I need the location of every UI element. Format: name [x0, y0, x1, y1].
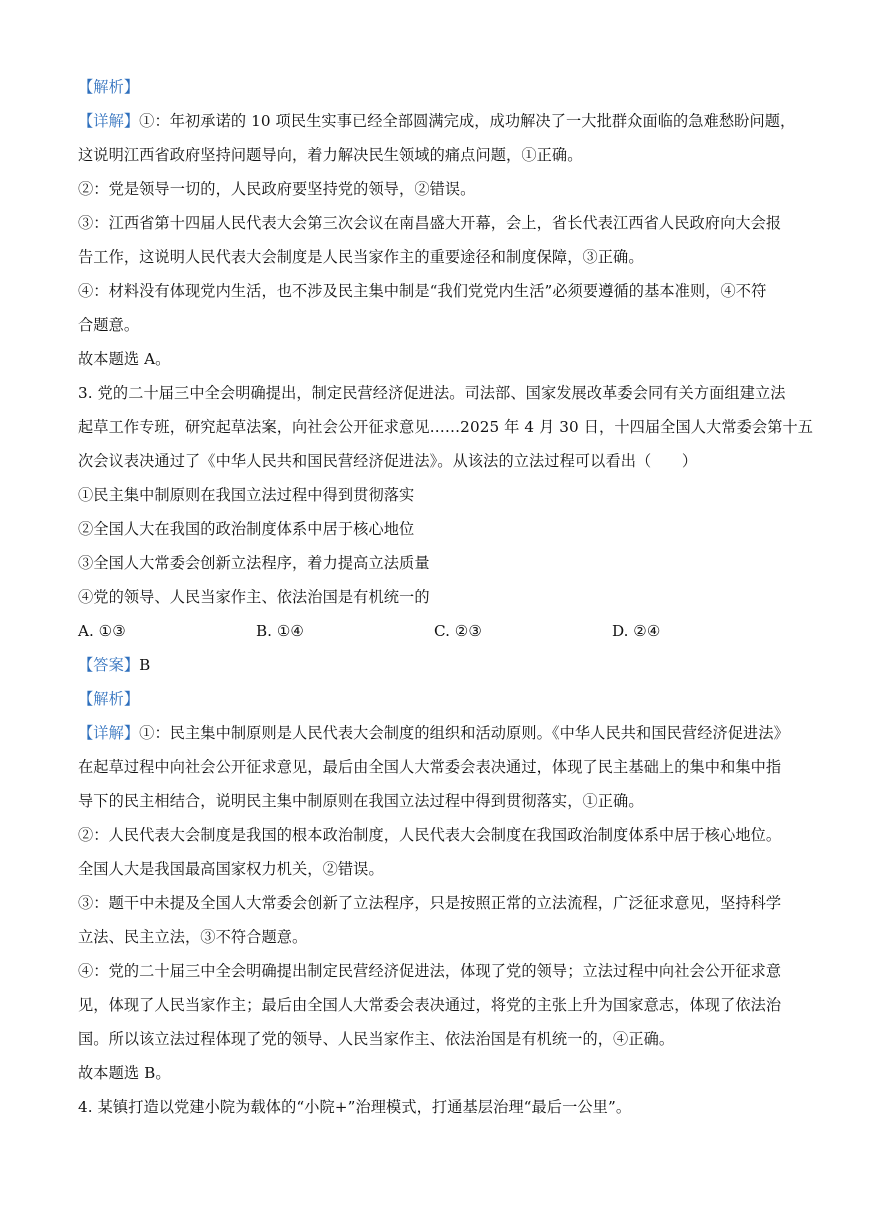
detail-line: 合题意。: [78, 316, 140, 334]
detail-tag: 【详解】: [78, 112, 140, 130]
option-d: D. ②④: [612, 622, 661, 640]
answer-line: [78, 648, 798, 682]
detail-tag: 【详解】: [78, 724, 140, 742]
answer-options: [78, 614, 798, 648]
option-c: C. ②③: [434, 622, 482, 640]
option-b: B. ①④: [256, 622, 305, 640]
detail-line: ②：党是领导一切的，人民政府要坚持党的领导，②错误。: [78, 180, 476, 198]
question-4-stem: 4. 某镇打造以党建小院为载体的“小院+”治理模式，打通基层治理“最后一公里”。: [78, 1098, 632, 1116]
document-page: [78, 70, 814, 1124]
analysis-heading: [78, 70, 798, 104]
analysis-tag: 【解析】: [78, 78, 140, 96]
question-3-stem: 3. 党的二十届三中全会明确提出，制定民营经济促进法。司法部、国家发展改革委会同有关方面组建立法: [78, 384, 786, 402]
detail-text: ①：年初承诺的 10 项民生实事已经全部圆满完成，成功解决了一大批群众面临的急难愁盼问题，: [139, 112, 796, 130]
detail-line: 告工作，这说明人民代表大会制度是人民当家作主的重要途径和制度保障，③正确。: [78, 248, 644, 266]
detail-line: 导下的民主相结合，说明民主集中制原则在我国立法过程中得到贯彻落实，①正确。: [78, 792, 644, 810]
detail-line: [78, 104, 798, 138]
detail-line: ④：材料没有体现党内生活，也不涉及民主集中制是“我们党党内生活”必须要遵循的基本准则，④不符: [78, 282, 767, 300]
detail-line: 国。所以该立法过程体现了党的领导、人民当家作主、依法治国是有机统一的，④正确。: [78, 1030, 675, 1048]
statement-3: ③全国人大常委会创新立法程序，着力提高立法质量: [78, 554, 430, 572]
detail-line: ④：党的二十届三中全会明确提出制定民营经济促进法，体现了党的领导；立法过程中向社会公开征求意: [78, 962, 782, 980]
conclusion-line: 故本题选 A。: [78, 350, 171, 368]
detail-line: 立法、民主立法，③不符合题意。: [78, 928, 308, 946]
detail-line: 这说明江西省政府坚持问题导向，着力解决民生领域的痛点问题，①正确。: [78, 146, 583, 164]
statement-4: ④党的领导、人民当家作主、依法治国是有机统一的: [78, 588, 430, 606]
conclusion-line: 故本题选 B。: [78, 1064, 171, 1082]
analysis-heading: [78, 682, 798, 716]
option-a: A. ①③: [78, 622, 126, 640]
question-3-stem: 次会议表决通过了《中华人民共和国民营经济促进法》。从该法的立法过程可以看出（ ）: [78, 452, 698, 470]
detail-text: ①：民主集中制原则是人民代表大会制度的组织和活动原则。《中华人民共和国民营经济促进法》: [139, 724, 789, 742]
answer-tag: 【答案】: [78, 656, 140, 674]
detail-line: 在起草过程中向社会公开征求意见，最后由全国人大常委会表决通过，体现了民主基础上的集中和集中指: [78, 758, 782, 776]
statement-1: ①民主集中制原则在我国立法过程中得到贯彻落实: [78, 486, 415, 504]
statement-2: ②全国人大在我国的政治制度体系中居于核心地位: [78, 520, 415, 538]
analysis-tag: 【解析】: [78, 690, 140, 708]
detail-line: 全国人大是我国最高国家权力机关，②错误。: [78, 860, 384, 878]
question-3-stem: 起草工作专班，研究起草法案，向社会公开征求意见……2025 年 4 月 30 日，十四届全国人大常委会第十五: [78, 418, 814, 436]
detail-line: [78, 716, 798, 750]
detail-line: ③：题干中未提及全国人大常委会创新了立法程序，只是按照正常的立法流程，广泛征求意见，坚持科学: [78, 894, 782, 912]
detail-line: ③：江西省第十四届人民代表大会第三次会议在南昌盛大开幕，会上，省长代表江西省人民政府向大会报: [78, 214, 782, 232]
detail-line: 见，体现了人民当家作主；最后由全国人大常委会表决通过，将党的主张上升为国家意志，体现了依法治: [78, 996, 782, 1014]
answer-value: B: [139, 656, 151, 674]
detail-line: ②：人民代表大会制度是我国的根本政治制度，人民代表大会制度在我国政治制度体系中居于核心地位。: [78, 826, 782, 844]
